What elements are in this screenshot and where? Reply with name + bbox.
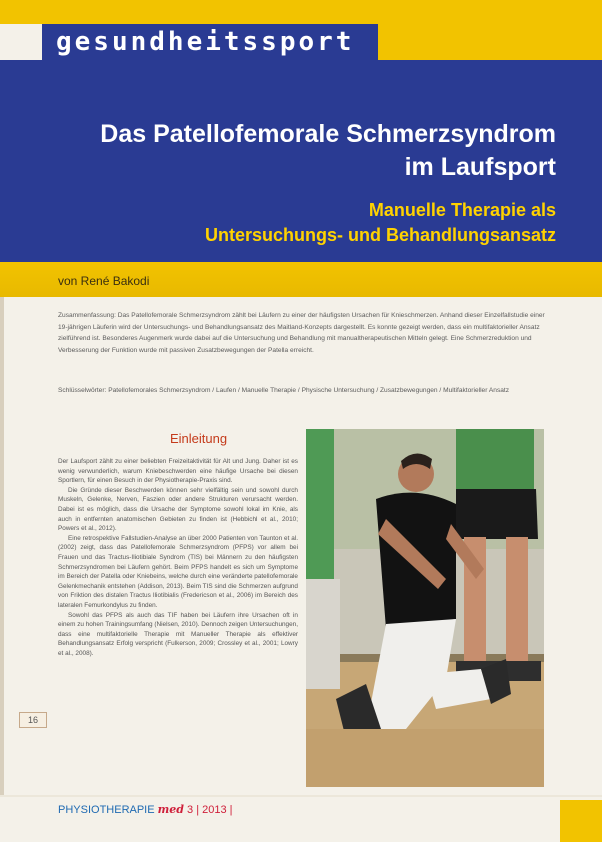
section-kicker: gesundheitssport bbox=[56, 27, 355, 57]
corner-accent bbox=[560, 800, 602, 842]
section-kicker-box bbox=[42, 24, 378, 60]
kicker-band-fill bbox=[378, 24, 602, 60]
abstract-text: Zusammenfassung: Das Patellofemorale Schmerzsyndrom zählt bei Läufern zu einer der häufigsten Ursachen für Knieschmerzen. Anhand dieser Einzelfallstudie einer 19-jährigen Läuferin wird der Untersuchungs- und Behandlungsansatz des Maitland-Konzepts dargestellt. Es konnte gezeigt werden, dass ein multifaktorieller Ansatz zielführend ist. Besonderes Augenmerk wurde dabei auf die Untersuchung und Behandlung mit manualtherapeutischen Mitteln gelegt. Eine Schmerzreduktion und Verbesserung der Funktion wurde mit passiven Zusatzbewegungen der Patella erreicht. bbox=[58, 312, 545, 354]
journal-name-suffix: med bbox=[157, 803, 184, 816]
body-paragraph: Der Laufsport zählt zu einer beliebten Freizeitaktivität für Alt und Jung. Daher ist es wenig verwunderlich, warum Kniebeschwerden eine häufige Ursache bei diesen Sportlern, für einen Besuch in der Physiotherapie-Praxis sind. bbox=[58, 458, 298, 485]
article-subtitle-line-1: Manuelle Therapie als bbox=[368, 200, 556, 220]
page-number: 16 bbox=[19, 712, 47, 728]
title-band bbox=[0, 60, 602, 262]
body-column bbox=[58, 457, 298, 658]
therapy-photo bbox=[306, 429, 544, 787]
therapy-photo-image bbox=[306, 429, 544, 787]
keywords-text: Schlüsselwörter: Patellofemorales Schmerzsyndrom / Laufen / Manuelle Therapie / Physische Untersuchung / Zusatzbewegungen / Multifaktorieller Ansatz bbox=[58, 387, 510, 394]
top-color-stripe bbox=[0, 0, 602, 24]
body-paragraph: Eine retrospektive Fallstudien-Analyse an über 2000 Patienten von Taunton et al. (2002) zeigt, dass das Patellofemorale Schmerzsyndrom (PFPS) vor allem bei Frauen und das Tractus-Iliotibiale Syndrom (TIS) bei Männern zu den häufigsten Schmerzsyndromen bei Läufern gehört. Beim PFPS handelt es sich um Symptome im Bereich der Patella oder Kniebeins, welche durch eine veränderte patellofemorale Gelenkmechanik entstehen (Addison, 2013). Beim TIS sind die Schmerzen aufgrund von Friktion des distalen Tractus Iliotibialis (Fredericson et al., 2006) im Bereich des lateralen Femurkondylus zu finden. bbox=[58, 534, 298, 609]
journal-issue: 3 | 2013 | bbox=[187, 804, 233, 816]
journal-footer bbox=[58, 803, 233, 816]
article-subtitle bbox=[36, 198, 556, 248]
author-band bbox=[0, 262, 602, 297]
body-paragraph: Die Gründe dieser Beschwerden können sehr vielfältig sein und sowohl durch Muskeln, Gelenke, Nerven, Faszien oder andere Strukturen verursacht werden. Dabei ist es möglich, dass die Ursache der Symptome sowohl lokal im Knie, als auch in entfernten anatomischen Gebieten zu finden ist (Hebbichl et al., 2010; Powers et al., 2012). bbox=[58, 486, 298, 533]
body-paragraph: Sowohl das PFPS als auch das TIF haben bei Läufern ihre Ursachen oft in einem zu hohen Trainingsumfang (Nielsen, 2010). Dennoch zeigen Untersuchungen, dass eine multifaktorielle Therapie mit Manueller Therapie als effektiver Behandlungsansatz Erfolg verspricht (Fulkerson, 2009; Crossley et al., 2001; Lowry et al., 2008). bbox=[58, 611, 298, 657]
author-byline: von René Bakodi bbox=[58, 274, 150, 288]
article-title-line-2: im Laufsport bbox=[404, 153, 556, 181]
journal-name: PHYSIOTHERAPIE bbox=[58, 804, 155, 816]
article-subtitle-line-2: Untersuchungs- und Behandlungsansatz bbox=[204, 225, 556, 245]
article-title bbox=[36, 118, 556, 184]
margin-bar bbox=[0, 297, 4, 797]
article-title-line-1: Das Patellofemorale Schmerzsyndrom bbox=[100, 120, 556, 148]
section-heading: Einleitung bbox=[170, 431, 228, 446]
footer-rule bbox=[0, 795, 602, 797]
